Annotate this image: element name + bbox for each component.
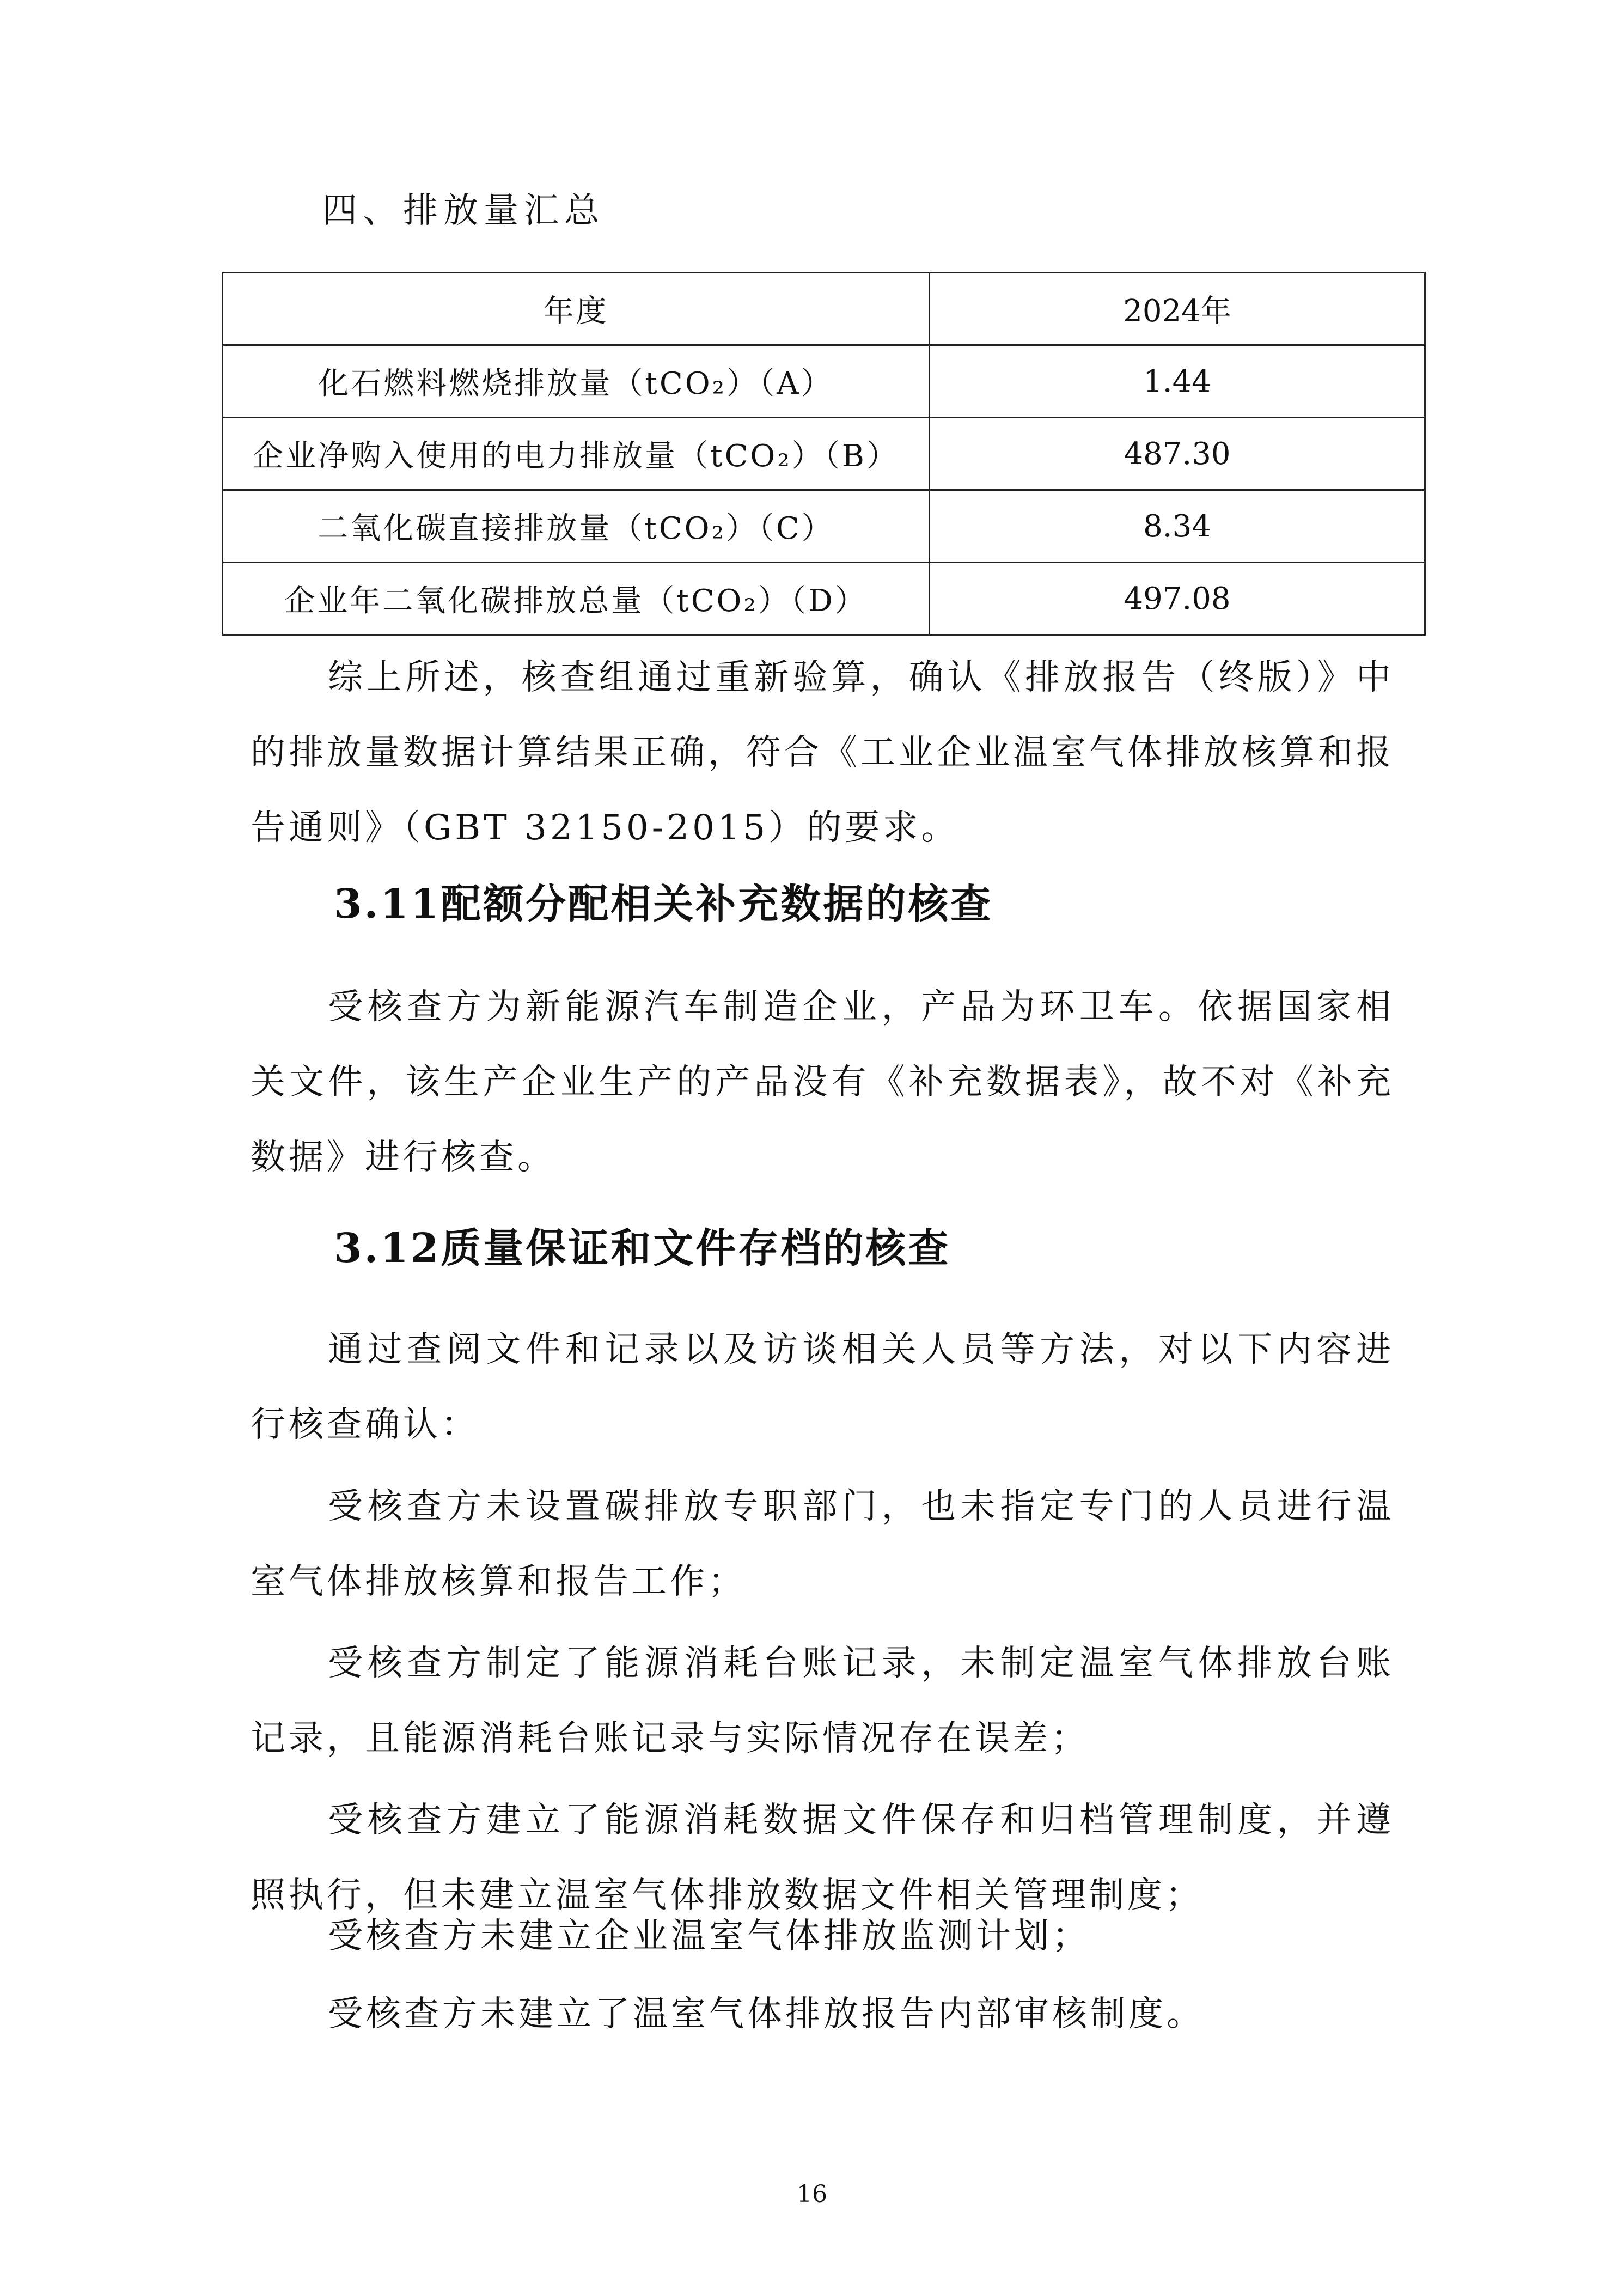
list-item: 受核查方未设置碳排放专职部门，也未指定专门的人员进行温室气体排放核算和报告工作； [251, 1486, 1394, 1602]
table-row [223, 563, 1425, 635]
section-heading-emissions-summary: 四、排放量汇总 [322, 191, 605, 231]
table-row [223, 418, 1425, 490]
row-value-cell: 8.34 [930, 490, 1425, 563]
row-value-cell: 1.44 [930, 345, 1425, 418]
conclusion-paragraph: 综上所述，核查组通过重新验算，确认《排放报告（终版）》中的排放量数据计算结果正确，符合《工业企业温室气体排放核算和报告通则》（GBT 32150-2015）的要求。 [251, 657, 1394, 848]
header-label-cell: 年度 [223, 273, 930, 345]
list-item: 受核查方未建立企业温室气体排放监测计划； [328, 1916, 1090, 1956]
page-number: 16 [797, 2180, 827, 2208]
emissions-summary-table [222, 272, 1426, 636]
row-value-cell: 487.30 [930, 418, 1425, 490]
row-label-cell: 二氧化碳直接排放量（tCO₂）（C） [223, 490, 930, 563]
table-header-row [223, 273, 1425, 345]
list-item: 受核查方制定了能源消耗台账记录，未制定温室气体排放台账记录，且能源消耗台账记录与实际情况存在误差； [251, 1643, 1394, 1759]
table-row [223, 490, 1425, 563]
section-3-11-body: 受核查方为新能源汽车制造企业，产品为环卫车。依据国家相关文件，该生产企业生产的产品没有《补充数据表》，故不对《补充数据》进行核查。 [251, 987, 1394, 1178]
section-3-11-title: 3.11配额分配相关补充数据的核查 [334, 881, 993, 928]
row-label-cell: 化石燃料燃烧排放量（tCO₂）（A） [223, 345, 930, 418]
header-year-cell: 2024年 [930, 273, 1425, 345]
list-item: 受核查方建立了能源消耗数据文件保存和归档管理制度，并遵照执行，但未建立温室气体排放数据文件相关管理制度； [251, 1800, 1394, 1916]
row-value-cell: 497.08 [930, 563, 1425, 635]
row-label-cell: 企业年二氧化碳排放总量（tCO₂）（D） [223, 563, 930, 635]
table-row [223, 345, 1425, 418]
row-label-cell: 企业净购入使用的电力排放量（tCO₂）（B） [223, 418, 930, 490]
section-3-12-title: 3.12质量保证和文件存档的核查 [334, 1225, 951, 1272]
section-3-12-intro: 通过查阅文件和记录以及访谈相关人员等方法，对以下内容进行核查确认： [251, 1330, 1394, 1445]
list-item: 受核查方未建立了温室气体排放报告内部审核制度。 [328, 1994, 1205, 2034]
